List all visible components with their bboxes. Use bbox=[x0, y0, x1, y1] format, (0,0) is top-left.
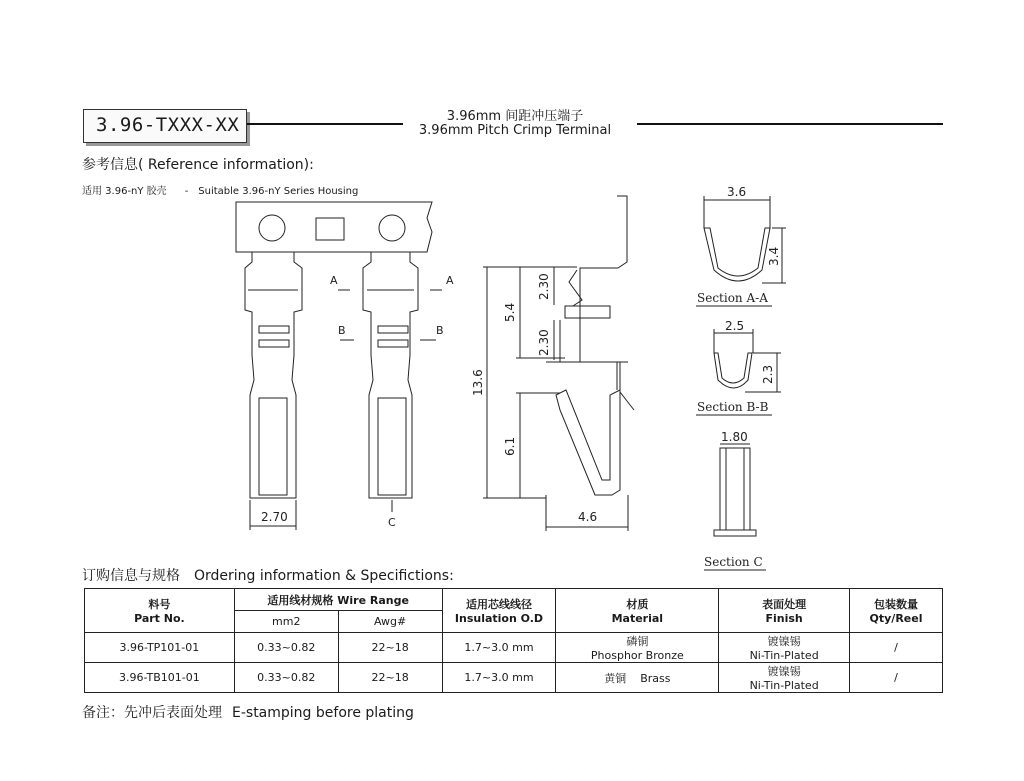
ordering-heading bbox=[82, 565, 454, 585]
cell-insulation: 1.7~3.0 mm bbox=[442, 663, 556, 693]
marker-c: C bbox=[388, 516, 396, 529]
section-aa-dim-w: 3.6 bbox=[727, 185, 747, 199]
marker-b-right: B bbox=[436, 324, 444, 337]
section-aa-dim-h: 3.4 bbox=[767, 246, 781, 266]
cell-finish: 镀镍锡 Ni-Tin-Plated bbox=[719, 663, 850, 693]
ordering-heading-en: Ordering information & Specifictions: bbox=[194, 568, 454, 584]
terminal-side-view bbox=[546, 196, 634, 495]
carrier-slot bbox=[316, 218, 344, 240]
section-c-label: Section C bbox=[704, 555, 763, 569]
header-finish: 表面处理 Finish bbox=[719, 589, 850, 633]
carrier-hole-left bbox=[259, 215, 285, 241]
ordering-heading-cn: 订购信息与规格 bbox=[82, 568, 180, 584]
carrier-strip bbox=[236, 202, 432, 252]
marker-a-left: A bbox=[330, 274, 338, 287]
section-c-dim-w: 1.80 bbox=[721, 430, 748, 444]
table-row bbox=[85, 633, 943, 663]
header-material: 材质 Material bbox=[556, 589, 719, 633]
note bbox=[82, 702, 414, 722]
dim-54-label: 5.4 bbox=[503, 302, 517, 322]
header-mm2: mm2 bbox=[234, 611, 338, 633]
cell-awg: 22~18 bbox=[338, 633, 442, 663]
cell-qty: / bbox=[850, 663, 943, 693]
terminal-left bbox=[245, 252, 302, 498]
header-qty: 包装数量 Qty/Reel bbox=[850, 589, 943, 633]
reference-heading: 参考信息( Reference information): bbox=[82, 157, 314, 173]
cell-finish: 镀镍锡 Ni-Tin-Plated bbox=[719, 633, 850, 663]
cell-mm2: 0.33~0.82 bbox=[234, 663, 338, 693]
note-en: E-stamping before plating bbox=[232, 705, 414, 721]
cell-material: 黄铜 Brass bbox=[556, 663, 719, 693]
table-row bbox=[85, 663, 943, 693]
housing-en: Suitable 3.96-nY Series Housing bbox=[198, 186, 359, 197]
title-cn: 3.96mm 间距冲压端子 bbox=[446, 109, 584, 124]
cell-insulation: 1.7~3.0 mm bbox=[442, 633, 556, 663]
cell-mm2: 0.33~0.82 bbox=[234, 633, 338, 663]
cell-qty: / bbox=[850, 633, 943, 663]
spec-table bbox=[84, 588, 943, 693]
section-bb-label: Section B-B bbox=[697, 400, 769, 414]
dim-230-top-label: 2.30 bbox=[537, 273, 551, 300]
title-en: 3.96mm Pitch Crimp Terminal bbox=[418, 123, 612, 138]
dim-230-mid-label: 2.30 bbox=[537, 329, 551, 356]
header-wire: 适用线材规格 Wire Range bbox=[234, 589, 442, 611]
housing-cn: 适用 3.96-nY 胶壳 bbox=[82, 186, 167, 197]
cell-material: 磷铜 Phosphor Bronze bbox=[556, 633, 719, 663]
header-insulation: 适用芯线线径 Insulation O.D bbox=[442, 589, 556, 633]
dim-136-label: 13.6 bbox=[471, 369, 485, 396]
marker-b-left: B bbox=[338, 324, 346, 337]
section-bb-dim-w: 2.5 bbox=[725, 319, 745, 333]
dim-270-label: 2.70 bbox=[261, 510, 288, 524]
cell-part: 3.96-TP101-01 bbox=[85, 633, 235, 663]
part-number: 3.96-TXXX-XX bbox=[96, 114, 240, 136]
housing-dash: - bbox=[184, 186, 189, 197]
carrier-hole-right bbox=[379, 215, 405, 241]
cell-part: 3.96-TB101-01 bbox=[85, 663, 235, 693]
section-bb-dim-h: 2.3 bbox=[761, 364, 775, 384]
header-part: 料号 Part No. bbox=[85, 589, 235, 633]
dim-61-label: 6.1 bbox=[503, 436, 517, 456]
section-aa-label: Section A-A bbox=[697, 291, 768, 305]
section-c-drawing bbox=[714, 444, 756, 536]
note-cn: 备注：先冲后表面处理 bbox=[82, 705, 222, 721]
header-awg: Awg# bbox=[338, 611, 442, 633]
section-aa-drawing bbox=[704, 196, 786, 283]
marker-a-right: A bbox=[446, 274, 454, 287]
cell-awg: 22~18 bbox=[338, 663, 442, 693]
terminal-right bbox=[363, 252, 418, 498]
dim-46-label: 4.6 bbox=[578, 510, 598, 524]
